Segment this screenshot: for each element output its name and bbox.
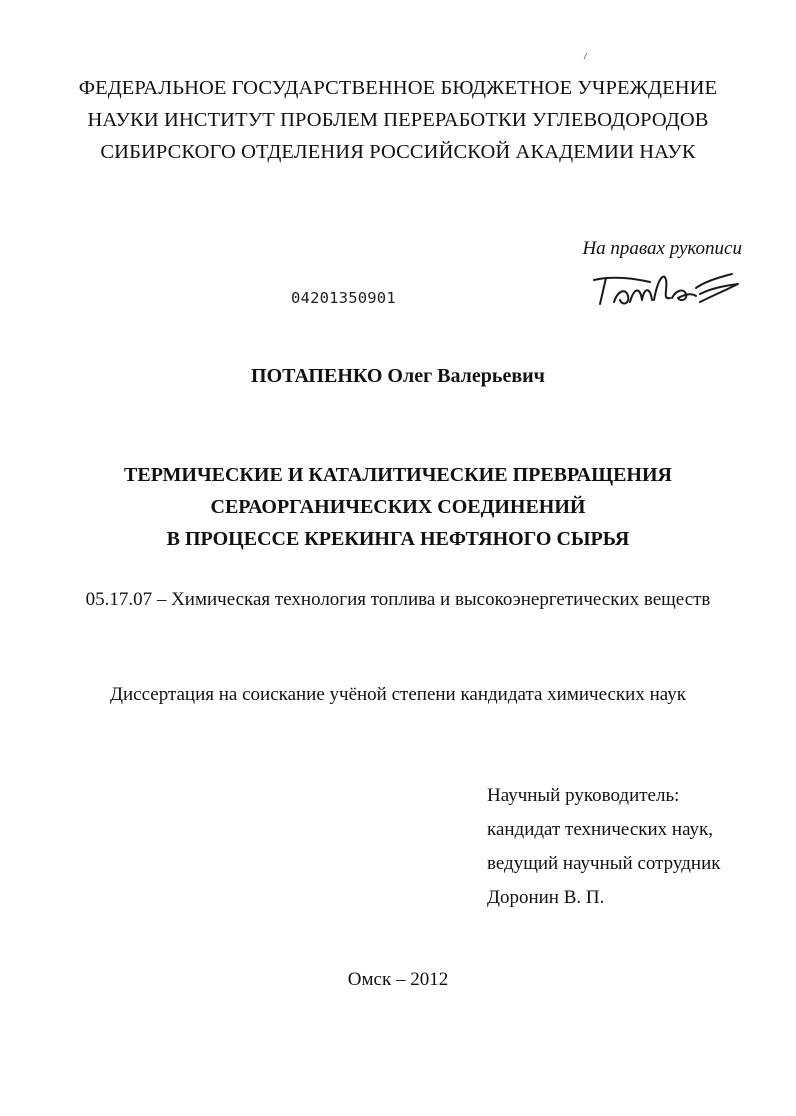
institution-line: ФЕДЕРАЛЬНОЕ ГОСУДАРСТВЕННОЕ БЮДЖЕТНОЕ УЧРЕЖДЕНИЕ bbox=[78, 77, 718, 99]
handwritten-signature bbox=[592, 266, 742, 310]
manuscript-rights-note: На правах рукописи bbox=[582, 238, 742, 259]
place-and-year: Омск – 2012 bbox=[347, 969, 449, 990]
scan-mark bbox=[582, 52, 590, 60]
institution-header bbox=[0, 72, 796, 168]
title-line: В ПРОЦЕССЕ КРЕКИНГА НЕФТЯНОГО СЫРЬЯ bbox=[166, 528, 630, 550]
title-line: СЕРАОРГАНИЧЕСКИХ СОЕДИНЕНИЙ bbox=[210, 496, 586, 518]
specialty-code: 05.17.07 – Химическая технология топлива и высокоэнергетических веществ bbox=[85, 589, 711, 610]
institution-line: НАУКИ ИНСТИТУТ ПРОБЛЕМ ПЕРЕРАБОТКИ УГЛЕВОДОРОДОВ bbox=[87, 109, 709, 131]
institution-line: СИБИРСКОГО ОТДЕЛЕНИЯ РОССИЙСКОЙ АКАДЕМИИ НАУК bbox=[100, 141, 696, 163]
scientific-supervisor bbox=[487, 779, 720, 915]
author-name: ПОТАПЕНКО Олег Валерьевич bbox=[251, 365, 545, 387]
dissertation-title bbox=[0, 459, 796, 555]
supervisor-line: ведущий научный сотрудник bbox=[487, 853, 721, 874]
title-line: ТЕРМИЧЕСКИЕ И КАТАЛИТИЧЕСКИЕ ПРЕВРАЩЕНИЯ bbox=[124, 464, 672, 486]
supervisor-line: Научный руководитель: bbox=[487, 785, 680, 806]
supervisor-line: кандидат технических наук, bbox=[487, 819, 714, 840]
supervisor-line: Доронин В. П. bbox=[487, 887, 605, 908]
catalog-number: 04201350901 bbox=[291, 289, 396, 307]
degree-statement: Диссертация на соискание учёной степени кандидата химических наук bbox=[110, 684, 686, 705]
